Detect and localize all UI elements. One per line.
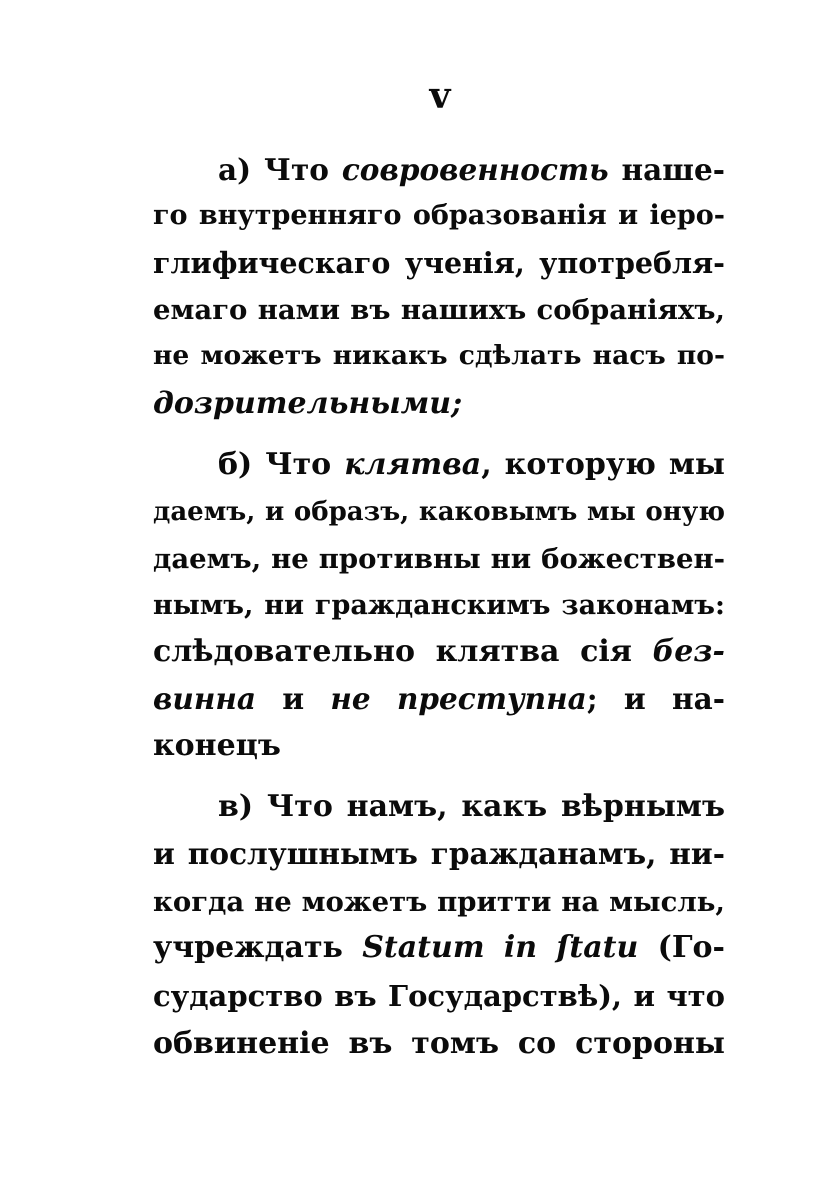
text-line <box>153 880 725 924</box>
text-run: в) Что намъ, какъ вѣрнымъ <box>218 789 725 824</box>
text-line <box>153 382 725 426</box>
text-line <box>153 677 725 721</box>
text-line <box>218 785 725 829</box>
text-run: наше- <box>608 152 725 187</box>
text-run: даемъ, и образъ, каковымъ мы оную <box>153 497 725 527</box>
text-line <box>153 630 725 674</box>
text-line <box>153 288 725 332</box>
text-run: ; и на- <box>586 681 725 716</box>
text-run: слѣдовательно клятва сія <box>153 634 653 669</box>
text-run: (Го- <box>638 930 725 965</box>
text-run-italic: без- <box>652 634 725 669</box>
text-line <box>153 724 725 768</box>
text-run: конецъ <box>153 728 281 763</box>
text-line <box>153 1022 725 1066</box>
text-run: глифическаго ученія, употребля- <box>153 246 725 280</box>
text-line <box>153 537 725 581</box>
text-line <box>153 334 725 378</box>
text-run-italic: клятва <box>344 447 482 482</box>
text-run-italic: совровенность <box>341 152 609 187</box>
text-line <box>218 148 725 192</box>
text-run: даемъ, не противны ни божествен- <box>153 543 725 575</box>
text-run: , которую мы <box>481 447 725 482</box>
text-line <box>153 832 725 876</box>
text-line <box>153 241 725 285</box>
text-line <box>218 443 725 487</box>
text-run-italic: дозрительными; <box>153 386 463 421</box>
text-run: б) Что <box>218 447 345 482</box>
text-line <box>153 974 725 1018</box>
text-run: учреждать <box>153 930 363 965</box>
text-run: емаго нами въ нашихъ собраніяхъ, <box>153 294 725 326</box>
text-run: и послушнымъ гражданамъ, ни- <box>153 836 725 871</box>
text-run: когда не можетъ притти на мысль, <box>153 886 725 918</box>
text-run-italic: винна <box>153 681 256 716</box>
text-run: а) Что <box>218 152 342 187</box>
text-run: не можетъ никакъ сдѣлать насъ по- <box>153 340 725 371</box>
text-line <box>153 194 725 238</box>
text-run: сударство въ Государствѣ), и что <box>153 979 725 1013</box>
text-line <box>153 584 725 628</box>
page-number-mark: v <box>429 75 451 117</box>
text-line <box>153 926 725 970</box>
text-run-italic: не преступна <box>330 681 587 716</box>
text-line <box>153 490 725 534</box>
text-run: и <box>255 681 331 716</box>
text-run-italic: Statum in ſtatu <box>362 930 639 965</box>
text-run: го внутренняго образованія и іеро- <box>153 200 725 231</box>
text-run: нымъ, ни гражданскимъ законамъ: <box>153 590 725 621</box>
text-run: обвиненіе въ томъ со стороны <box>153 1026 725 1061</box>
